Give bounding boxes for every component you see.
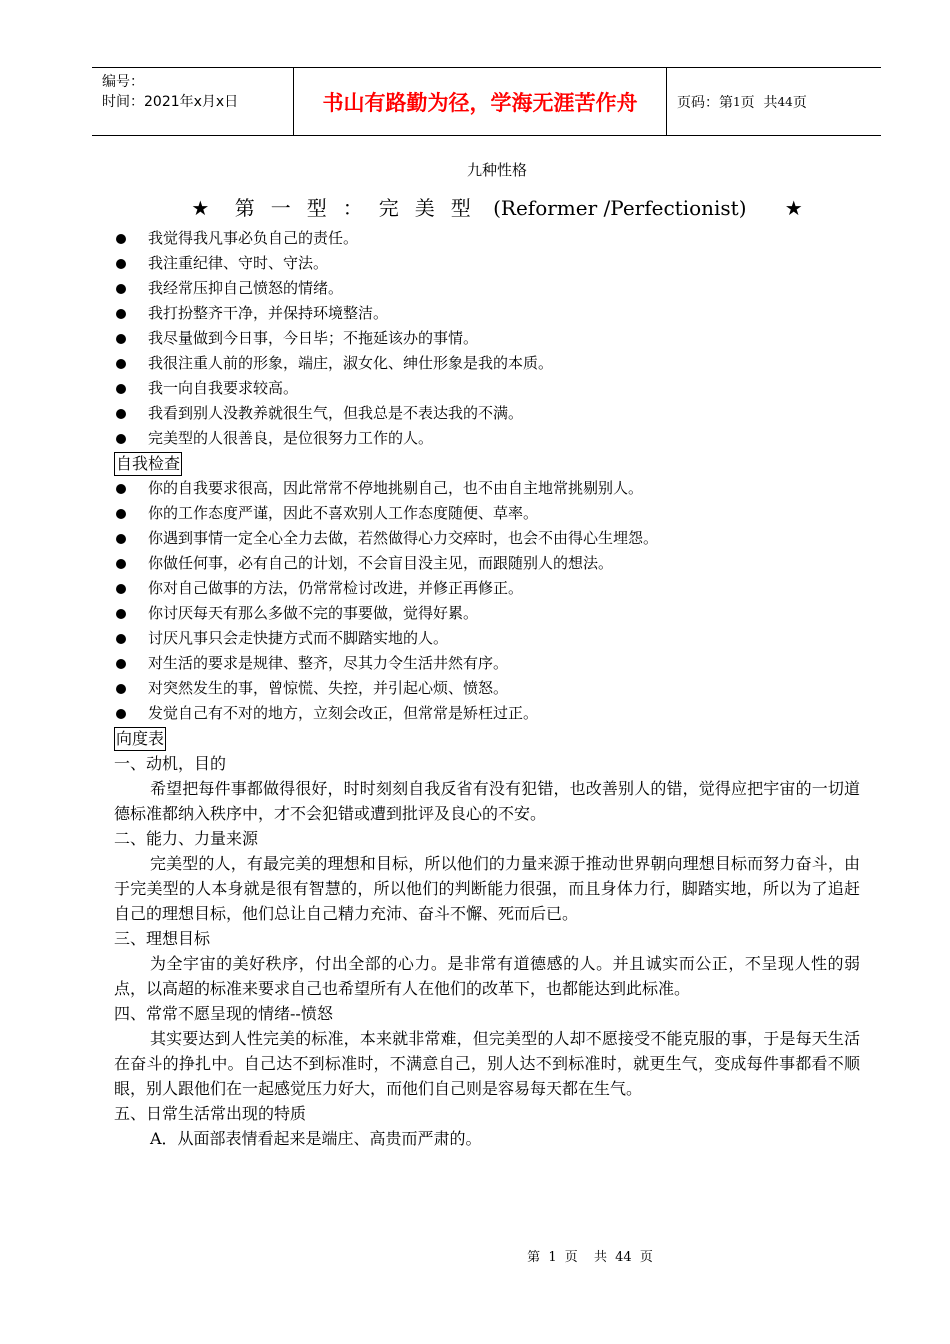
orientation-label: 向度表 (114, 727, 166, 751)
header-page-indicator (667, 68, 881, 135)
page-suffix: 页 (792, 94, 807, 111)
doc-number-label: 编号： (102, 74, 144, 90)
list-item: 你做任何事，必有自己的计划，不会盲目没主见，而跟随别人的想法。 (114, 551, 860, 576)
footer-page: 1 (548, 1250, 557, 1265)
section-heading-ideal: 三、理想目标 (114, 929, 211, 948)
star-icon-left: ★ (191, 196, 210, 220)
list-item: 你遇到事情一定全心全力去做，若然做得心力交瘁时，也会不由得心生埋怨。 (114, 526, 860, 551)
section-heading-emotion: 四、常常不愿呈现的情绪--愤怒 (114, 1004, 333, 1023)
list-item: 我注重纪律、守时、守法。 (114, 251, 860, 276)
section-title-en: (Reformer /Perfectionist) (493, 196, 747, 220)
page-total: 44 (777, 94, 793, 109)
list-item: 讨厌凡事只会走快捷方式而不脚踏实地的人。 (114, 626, 860, 651)
section-text-emotion: 其实要达到人性完美的标准，本来就非常难，但完美型的人却不愿接受不能克服的事，于是每天生活在奋斗的挣扎中。自己达不到标准时，不满意自己，别人达不到标准时，就更生气，变成每件事都看不顺眼，别人跟他们在一起感觉压力好大，而他们自己则是容易每天都在生气。 (114, 1029, 860, 1098)
list-item: 你对自己做事的方法，仍常常检讨改进，并修正再修正。 (114, 576, 860, 601)
header-meta (92, 68, 293, 135)
list-item: 对突然发生的事，曾惊慌、失控，并引起心烦、愤怒。 (114, 676, 860, 701)
list-item: 我经常压抑自己愤怒的情绪。 (114, 276, 860, 301)
document-body (114, 158, 860, 1151)
footer-total: 44 (615, 1250, 632, 1265)
list-item: 我一向自我要求较高。 (114, 376, 860, 401)
footer-suffix: 页 (639, 1250, 653, 1265)
list-item: 完美型的人很善良，是位很努力工作的人。 (114, 426, 860, 451)
list-item: 对生活的要求是规律、整齐，尽其力令生活井然有序。 (114, 651, 860, 676)
star-icon-right: ★ (784, 196, 803, 220)
document-title: 九种性格 (466, 161, 527, 179)
doc-time-label: 时间：2021年x月x日 (102, 94, 239, 110)
list-item: 我看到别人没教养就很生气，但我总是不表达我的不满。 (114, 401, 860, 426)
section-title-cn: 第一型：完美型 (234, 196, 487, 220)
page-header (92, 67, 881, 136)
page-number: 1 (733, 94, 741, 109)
list-item: 发觉自己有不对的地方，立刻会改正，但常常是矫枉过正。 (114, 701, 860, 726)
page-footer (0, 1246, 950, 1265)
list-item: 你的自我要求很高，因此常常不停地挑剔自己，也不由自主地常挑剔别人。 (114, 476, 860, 501)
page-prefix: 页码：第 (677, 94, 733, 111)
section-text-ideal: 为全宇宙的美好秩序，付出全部的心力。是非常有道德感的人。并且诚实而公正，不呈现人性的弱点，以高超的标准来要求自己也希望所有人在他们的改革下，也都能达到此标准。 (114, 954, 860, 998)
self-check-bullet-list (114, 476, 860, 726)
page-mid: 页 共 (740, 94, 778, 111)
section-heading-motivation: 一、动机，目的 (114, 754, 227, 773)
self-check-label: 自我检查 (114, 452, 182, 476)
list-item: 我打扮整齐干净，并保持环境整洁。 (114, 301, 860, 326)
section-text-traits: A．从面部表情看起来是端庄、高贵而严肃的。 (150, 1129, 482, 1148)
list-item: 你讨厌每天有那么多做不完的事要做，觉得好累。 (114, 601, 860, 626)
section-text-motivation: 希望把每件事都做得很好，时时刻刻自我反省有没有犯错，也改善别人的错，觉得应把宇宙的一切道德标准都纳入秩序中，才不会犯错或遭到批评及良心的不安。 (114, 779, 860, 823)
section-title (134, 190, 860, 226)
section-text-ability: 完美型的人，有最完美的理想和目标，所以他们的力量来源于推动世界朝向理想目标而努力奋斗，由于完美型的人本身就是很有智慧的，所以他们的判断能力很强，而且身体力行，脚踏实地，所以为了追赶自己的理想目标，他们总让自己精力充沛、奋斗不懈、死而后已。 (114, 854, 860, 923)
list-item: 你的工作态度严谨，因此不喜欢别人工作态度随便、草率。 (114, 501, 860, 526)
intro-bullet-list (114, 226, 860, 451)
list-item: 我尽量做到今日事，今日毕；不拖延该办的事情。 (114, 326, 860, 351)
section-heading-ability: 二、能力、力量来源 (114, 829, 259, 848)
list-item: 我觉得我凡事必负自己的责任。 (114, 226, 860, 251)
section-heading-traits: 五、日常生活常出现的特质 (114, 1104, 307, 1123)
footer-prefix: 第 (527, 1250, 541, 1265)
header-motto: 书山有路勤为径，学海无涯苦作舟 (293, 68, 667, 135)
footer-mid: 页 共 (564, 1250, 607, 1265)
list-item: 我很注重人前的形象，端庄，淑女化、绅仕形象是我的本质。 (114, 351, 860, 376)
